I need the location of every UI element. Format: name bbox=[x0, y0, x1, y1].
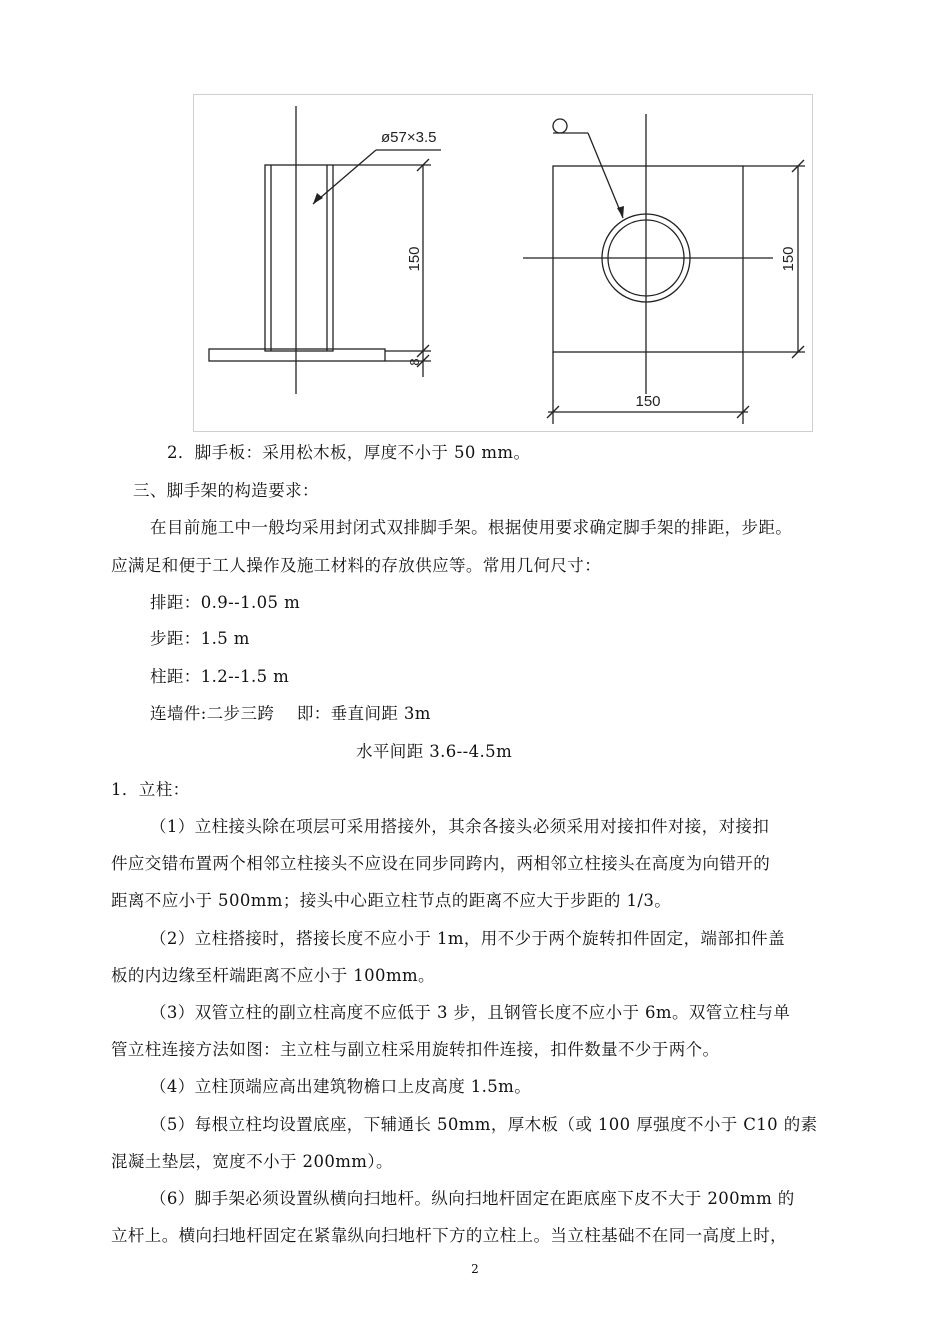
text-line-8: 连墙件:二步三跨 即：垂直间距 3m bbox=[150, 704, 431, 723]
section-marker-circle bbox=[553, 119, 567, 133]
dim-height-right-label: 150 bbox=[780, 246, 797, 272]
page-number: 2 bbox=[471, 1262, 479, 1276]
leader-arrowhead-right bbox=[617, 206, 624, 218]
text-line-21: （6）脚手架必须设置纵横向扫地杆。纵向扫地杆固定在距底座下皮不大于 200mm 的 bbox=[150, 1189, 795, 1208]
text-line-20: 混凝土垫层，宽度不小于 200mm）。 bbox=[111, 1152, 393, 1171]
section-heading: 三、脚手架的构造要求： bbox=[133, 481, 319, 500]
text-line-16: （3）双管立柱的副立柱高度不应低于 3 步，且钢管长度不应小于 6m。双管立柱与单 bbox=[150, 1003, 791, 1022]
leader-pipe bbox=[313, 150, 376, 204]
pipe-elevation bbox=[265, 165, 333, 351]
leader-arrowhead-left bbox=[313, 193, 323, 204]
dim-width-bottom-label: 150 bbox=[635, 393, 661, 410]
text-line-4: 应满足和便于工人操作及施工材料的存放供应等。常用几何尺寸： bbox=[111, 556, 602, 575]
text-line-5: 排距：0.9--1.05 m bbox=[150, 593, 301, 612]
text-line-19: （5）每根立柱均设置底座，下辅通长 50mm，厚木板（或 100 厚强度不小于 C10 的素 bbox=[150, 1115, 818, 1134]
text-line-18: （4）立柱顶端应高出建筑物檐口上皮高度 1.5m。 bbox=[150, 1077, 532, 1096]
dim-height-left-label: 150 bbox=[406, 246, 423, 272]
base-plate-plan bbox=[553, 166, 743, 352]
dim-plate-thickness-label: 8 bbox=[407, 358, 422, 366]
text-line-15: 板的内边缘至杆端距离不应小于 100mm。 bbox=[111, 966, 435, 985]
text-line-9: 水平间距 3.6--4.5m bbox=[356, 742, 513, 761]
base-plate-drawing bbox=[193, 94, 813, 432]
leader-section bbox=[588, 133, 623, 218]
text-line-7: 柱距：1.2--1.5 m bbox=[150, 667, 290, 686]
text-line-17: 管立柱连接方法如图：主立柱与副立柱采用旋转扣件连接，扣件数量不少于两个。 bbox=[111, 1040, 720, 1059]
subsection-heading: 1．立柱： bbox=[111, 780, 190, 799]
text-line-22: 立杆上。横向扫地杆固定在紧靠纵向扫地杆下方的立柱上。当立柱基础不在同一高度上时， bbox=[111, 1226, 787, 1245]
text-line-1: 2．脚手板：采用松木板，厚度不小于 50 mm。 bbox=[167, 443, 531, 462]
text-line-13: 距离不应小于 500mm；接头中心距立柱节点的距离不应大于步距的 1/3。 bbox=[111, 891, 672, 910]
text-line-6: 步距：1.5 m bbox=[150, 629, 250, 648]
text-line-3: 在目前施工中一般均采用封闭式双排脚手架。根据使用要求确定脚手架的排距，步距。 bbox=[150, 518, 793, 537]
text-line-11: （1）立柱接头除在项层可采用搭接外，其余各接头必须采用对接扣件对接，对接扣 bbox=[150, 817, 770, 836]
pipe-spec-label: ø57×3.5 bbox=[381, 129, 437, 146]
text-line-12: 件应交错布置两个相邻立柱接头不应设在同步同跨内，两相邻立柱接头在高度为向错开的 bbox=[111, 854, 771, 873]
drawing-frame bbox=[194, 95, 813, 432]
text-line-14: （2）立柱搭接时，搭接长度不应小于 1m，用不少于两个旋转扣件固定，端部扣件盖 bbox=[150, 929, 785, 948]
